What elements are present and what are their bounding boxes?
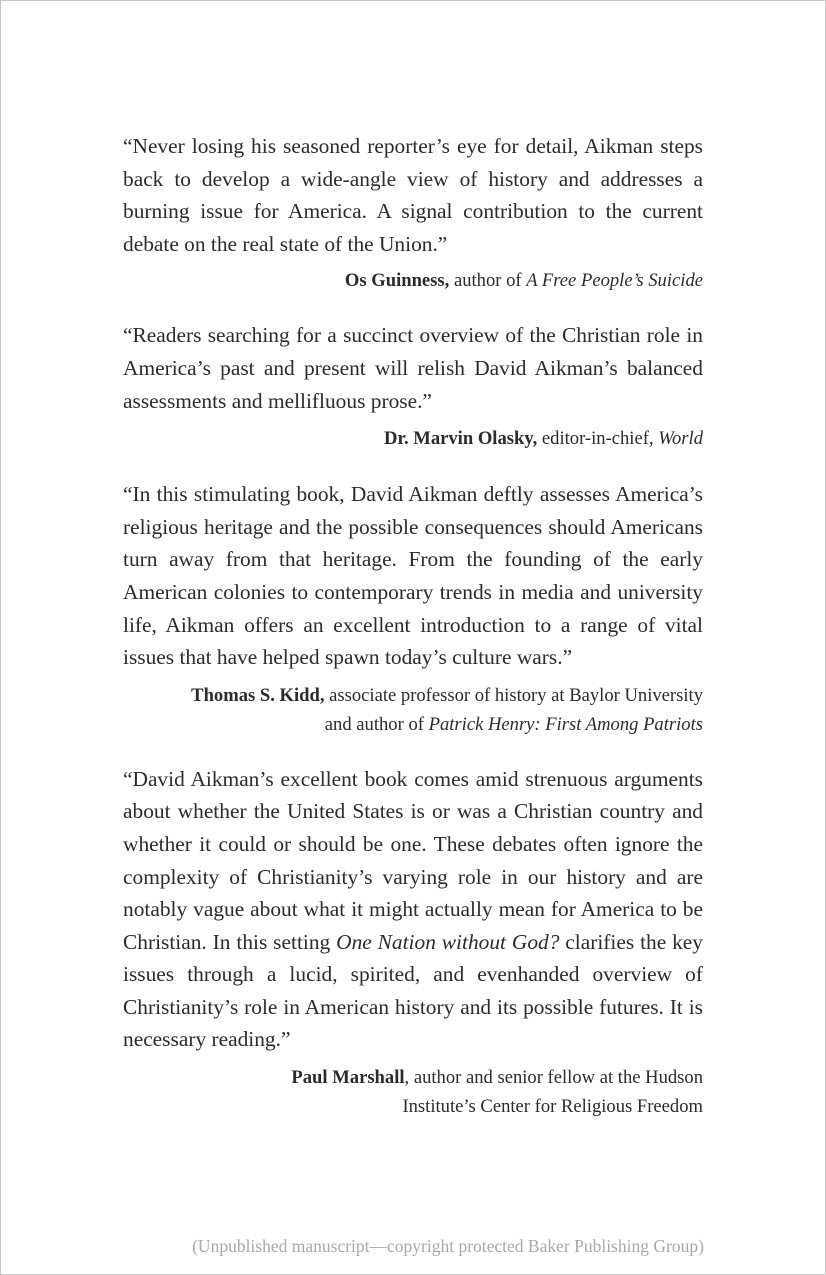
endorsement-thomas-kidd bbox=[123, 478, 703, 739]
endorser-work-title: A Free People’s Suicide bbox=[526, 270, 703, 292]
endorser-role: associate professor of history at Baylor University and author of bbox=[324, 684, 703, 735]
endorsement-quote: “Never losing his seasoned reporter’s eye for detail, Aikman steps back to develop a wide-angle view of history and addresses a burning issue for America. A signal contribution to the current debate on the real state of the Union.” bbox=[123, 134, 703, 256]
endorsement-marvin-olasky bbox=[123, 319, 703, 453]
endorsement-os-guinness bbox=[123, 130, 703, 295]
endorser-name: Paul Marshall bbox=[291, 1067, 405, 1089]
endorser-name: Os Guinness, bbox=[344, 270, 450, 292]
endorsements-section bbox=[123, 130, 703, 1121]
copyright-footer: (Unpublished manuscript—copyright protected Baker Publishing Group) bbox=[192, 1236, 704, 1256]
endorsement-quote: “In this stimulating book, David Aikman deftly assesses America’s religious heritage and the possible consequences should Americans turn away from that heritage. From the founding of the early American colonies to contemporary trends in media and university life, Aikman offers an excellent introduction to a range of vital issues that have helped spawn today’s culture wars.” bbox=[123, 482, 703, 670]
endorsement-attribution bbox=[123, 681, 703, 739]
endorser-work-title: Patrick Henry: First Among Patriots bbox=[428, 713, 703, 735]
endorsement-attribution bbox=[123, 1063, 703, 1121]
quoted-book-title: One Nation without God? bbox=[336, 929, 560, 954]
quote-text: clarifies the key issues through a lucid, spirited, and evenhanded overview of Christianity’s role in American history and its possible futures. It is necessary reading.” bbox=[123, 929, 703, 1052]
endorsement-attribution bbox=[123, 424, 703, 453]
endorser-name: Thomas S. Kidd, bbox=[191, 684, 325, 706]
endorsement-paul-marshall bbox=[123, 763, 703, 1121]
endorser-name: Dr. Marvin Olasky, bbox=[384, 428, 538, 450]
endorser-work-title: World bbox=[658, 428, 703, 450]
endorser-role: author of bbox=[449, 270, 527, 292]
quote-text: “David Aikman’s excellent book comes amid strenuous arguments about whether the United States is or was a Christian country and whether it could or should be one. These debates often ignore the complexity of Christianity’s varying role in our history and are notably vague about what it might actually mean for America to be Christian. In this setting bbox=[123, 766, 703, 954]
endorser-role: , author and senior fellow at the Hudson Institute’s Center for Religious Freedom bbox=[402, 1067, 703, 1118]
endorsement-attribution bbox=[123, 266, 703, 295]
endorsement-quote bbox=[123, 763, 703, 1056]
endorsement-quote: “Readers searching for a succinct overview of the Christian role in America’s past and present will relish David Aikman’s balanced assessments and mellifluous prose.” bbox=[123, 323, 703, 413]
endorser-role: editor-in-chief, bbox=[537, 428, 659, 450]
